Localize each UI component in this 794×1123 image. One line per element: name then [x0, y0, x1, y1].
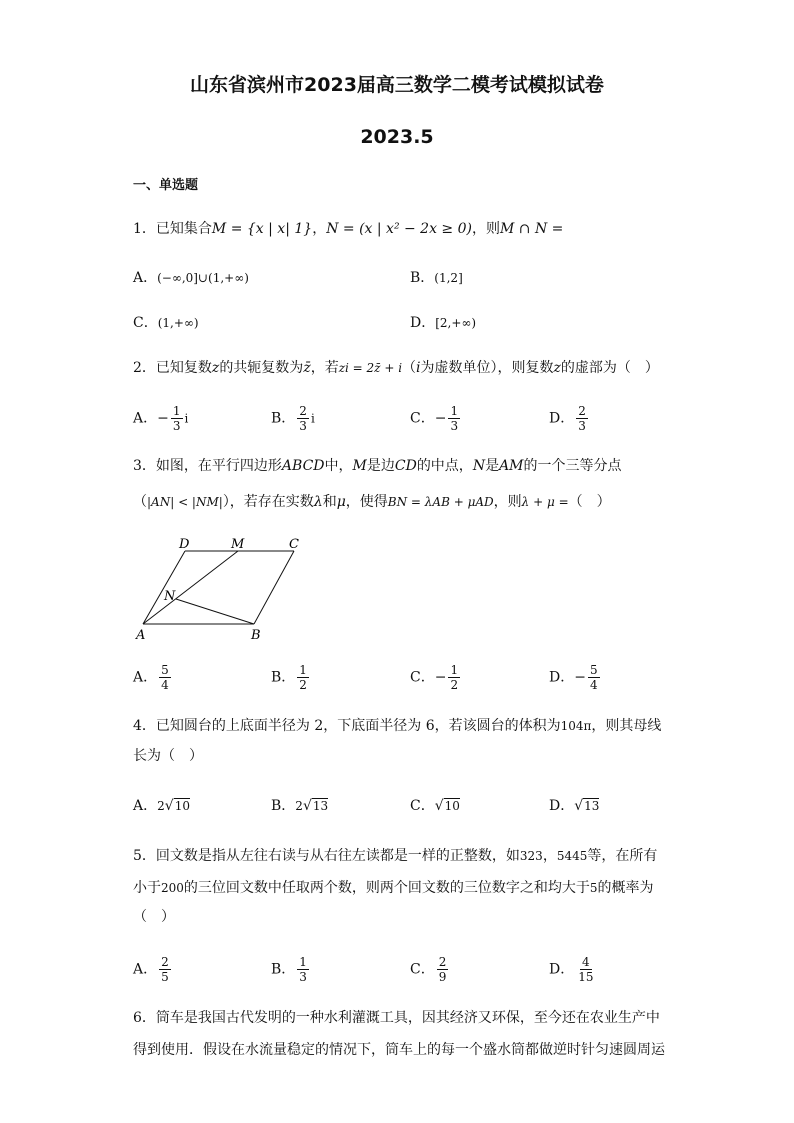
exam-date: 2023.5: [360, 126, 434, 148]
fraction: $\frac{1}{3}$: [172, 404, 181, 433]
question-3-line-2: （|AN| < |NM|），若存在实数λ和μ，使得BN = λAB + μAD，则λ + μ =（ ）: [133, 494, 611, 510]
fraction: $\frac{2}{5}$: [161, 955, 169, 984]
sqrt-sign: √: [574, 798, 584, 814]
q2-option-d[interactable]: D． $\frac{2}{3}$: [549, 404, 586, 433]
question-5-line-1: 5．回文数是指从左往右读与从右往左读都是一样的正整数，如323，5445等，在所有: [133, 848, 658, 864]
q1-option-b[interactable]: B．(1,2]: [410, 270, 463, 286]
question-4-line-1: 4．已知圆台的上底面半径为 2，下底面半径为 6，若该圆台的体积为104π，则其母线: [133, 718, 662, 734]
question-5-line-3: （ ）: [133, 909, 175, 925]
question-4-line-2: 长为（ ）: [133, 748, 203, 764]
edge-cb: [254, 551, 294, 624]
sqrt-sign: √: [434, 798, 444, 814]
q4-option-d[interactable]: D．√13: [549, 798, 600, 814]
q3-option-d[interactable]: D．− $\frac{5}{4}$: [549, 663, 598, 692]
label-d: D: [179, 537, 190, 552]
segment-nb: [176, 599, 254, 624]
q5-option-c[interactable]: C． $\frac{2}{9}$: [410, 955, 447, 984]
parallelogram-figure: [130, 532, 310, 644]
q1-option-a[interactable]: A．(−∞,0]∪(1,+∞): [133, 270, 249, 286]
q4-option-b[interactable]: B．2√13: [271, 798, 329, 814]
question-5-line-2: 小于200的三位回文数中任取两个数，则两个回文数的三位数字之和均大于5的概率为: [133, 880, 654, 896]
q1-option-d[interactable]: D．[2,+∞): [410, 315, 477, 331]
fraction: $\frac{2}{9}$: [438, 955, 447, 984]
q2-option-b[interactable]: B． $\frac{2}{3}$ i: [271, 404, 315, 433]
label-m: M: [231, 537, 245, 552]
q1-option-c[interactable]: C．(1,+∞): [133, 315, 199, 331]
section-title: 一、单选题: [133, 178, 199, 193]
question-6-line-2: 得到使用．假设在水流量稳定的情况下，筒车上的每一个盛水筒都做逆时针匀速圆周运: [133, 1042, 665, 1058]
q2-option-a[interactable]: A．− $\frac{1}{3}$ i: [133, 404, 189, 433]
q5-option-a[interactable]: A． $\frac{2}{5}$: [133, 955, 169, 984]
fraction: $\frac{2}{3}$: [299, 404, 307, 433]
fraction: $\frac{4}{15}$: [578, 955, 594, 984]
q5-option-d[interactable]: D． $\frac{4}{15}$: [549, 955, 594, 984]
segment-am: [143, 551, 238, 624]
question-3-line-1: 3．如图，在平行四边形ABCD中，M是边CD的中点，N是AM的一个三等分点: [133, 458, 622, 474]
q3-option-c[interactable]: C．− $\frac{1}{2}$: [410, 663, 459, 692]
question-2: 2．已知复数z的共轭复数为z̄，若zi = 2z̄ + i（i为虚数单位），则复数z的虚部为（ ）: [133, 360, 659, 376]
sqrt-sign: √: [164, 798, 174, 814]
fraction: $\frac{1}{3}$: [450, 404, 459, 433]
q4-option-a[interactable]: A．2√10: [133, 798, 190, 814]
q4-option-c[interactable]: C．√10: [410, 798, 460, 814]
fraction: $\frac{5}{4}$: [589, 663, 598, 692]
q2-option-c[interactable]: C．− $\frac{1}{3}$: [410, 404, 459, 433]
label-n: N: [164, 589, 176, 604]
q3-option-a[interactable]: A． $\frac{5}{4}$: [133, 663, 169, 692]
q3-option-b[interactable]: B． $\frac{1}{2}$: [271, 663, 307, 692]
label-a: A: [136, 628, 146, 643]
question-1: 1．已知集合M = {x | x| 1}，N = (x | x² − 2x ≥ 0)，则M ∩ N =: [133, 221, 564, 237]
exam-title: 山东省滨州市2023届高三数学二模考试模拟试卷: [190, 74, 604, 96]
sqrt-sign: √: [302, 798, 312, 814]
fraction: $\frac{1}{3}$: [299, 955, 307, 984]
question-6-line-1: 6．筒车是我国古代发明的一种水利灌溉工具，因其经济又环保，至今还在农业生产中: [133, 1010, 660, 1026]
label-c: C: [289, 537, 299, 552]
edge-ad: [143, 551, 185, 624]
label-b: B: [251, 628, 261, 643]
fraction: $\frac{1}{2}$: [450, 663, 459, 692]
q5-option-b[interactable]: B． $\frac{1}{3}$: [271, 955, 307, 984]
fraction: $\frac{5}{4}$: [161, 663, 169, 692]
fraction: $\frac{1}{2}$: [299, 663, 307, 692]
fraction: $\frac{2}{3}$: [578, 404, 586, 433]
